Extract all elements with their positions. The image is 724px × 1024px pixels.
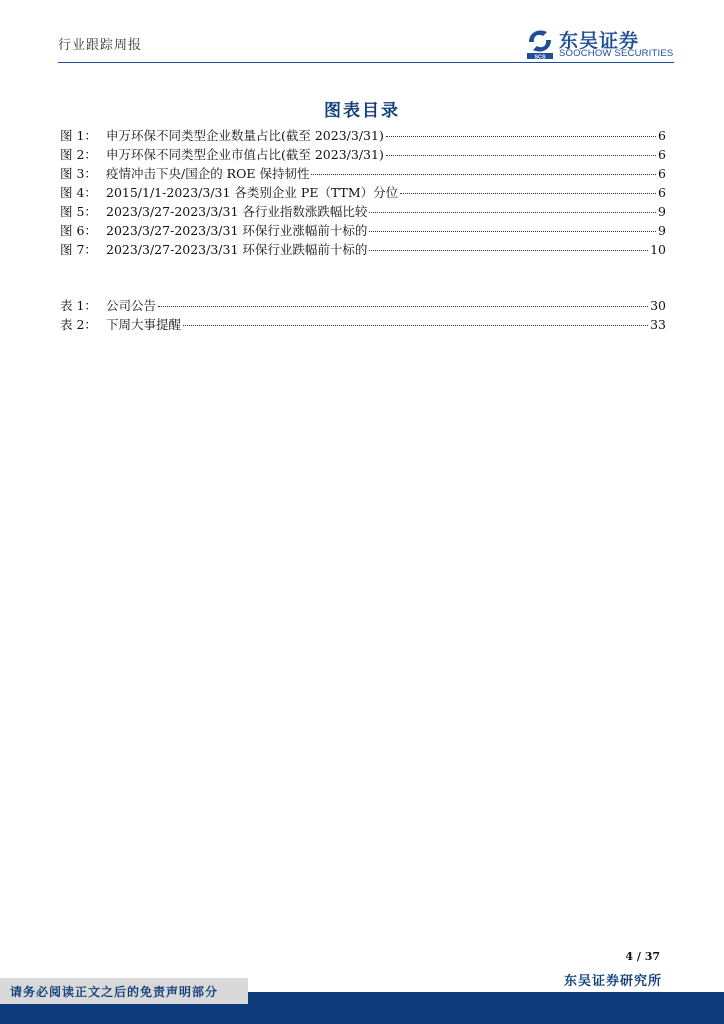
entry-number: 图 3： [60,166,97,181]
entry-page: 30 [650,298,666,313]
entry-page: 6 [658,147,666,162]
entry-page: 9 [658,223,666,238]
entry-title: 下周大事提醒 [106,317,182,332]
entry-title: 申万环保不同类型企业数量占比(截至 2023/3/31) [106,128,384,143]
entry-page: 33 [650,317,666,332]
footer-organization: 东吴证券研究所 [563,974,662,989]
toc-entry-table-1[interactable] [60,296,666,315]
figure-list [60,126,666,259]
toc-entry-figure-5[interactable] [60,202,666,221]
toc-entry-figure-3[interactable] [60,164,666,183]
toc-entry-figure-4[interactable] [60,183,666,202]
dot-leader [400,193,656,194]
entry-title: 2015/1/1-2023/3/31 各类别企业 PE（TTM）分位 [106,185,399,200]
toc-entry-table-2[interactable] [60,315,666,334]
dot-leader [369,231,656,232]
toc-entry-figure-2[interactable] [60,145,666,164]
entry-page: 10 [650,242,666,257]
entry-number: 图 4： [60,185,97,200]
toc-entry-figure-6[interactable] [60,221,666,240]
header-divider [58,62,674,63]
footer-disclaimer: 请务必阅读正文之后的免责声明部分 [10,985,219,999]
dot-leader [386,155,656,156]
entry-number: 图 6： [60,223,97,238]
entry-page: 6 [658,166,666,181]
dot-leader [369,212,656,213]
entry-number: 表 1： [60,298,97,313]
entry-number: 图 5： [60,204,97,219]
dot-leader [386,136,656,137]
entry-title: 2023/3/27-2023/3/31 各行业指数涨跌幅比较 [106,204,368,219]
table-list [60,296,666,334]
entry-title: 申万环保不同类型企业市值占比(截至 2023/3/31) [106,147,384,162]
toc-title: 图表目录 [324,101,400,121]
dot-leader [183,325,648,326]
logo-english-name: SOOCHOW SECURITIES [559,48,674,59]
page-number: 4 / 37 [625,950,660,963]
logo-chinese-name: 东吴证券 [559,30,640,52]
toc-entry-figure-1[interactable] [60,126,666,145]
entry-number: 表 2： [60,317,97,332]
toc-entry-figure-7[interactable] [60,240,666,259]
entry-title: 疫情冲击下央/国企的 ROE 保持韧性 [106,166,310,181]
svg-text:SCS: SCS [534,54,546,60]
soochow-logo-icon [525,26,555,60]
entry-page: 6 [658,128,666,143]
company-logo [525,26,675,60]
report-category: 行业跟踪周报 [58,38,143,53]
entry-title: 公司公告 [106,298,157,313]
entry-page: 6 [658,185,666,200]
entry-title: 2023/3/27-2023/3/31 环保行业跌幅前十标的 [106,242,368,257]
entry-number: 图 7： [60,242,97,257]
entry-number: 图 2： [60,147,97,162]
entry-page: 9 [658,204,666,219]
dot-leader [158,306,648,307]
entry-number: 图 1： [60,128,97,143]
entry-title: 2023/3/27-2023/3/31 环保行业涨幅前十标的 [106,223,368,238]
dot-leader [369,250,648,251]
dot-leader [311,174,656,175]
